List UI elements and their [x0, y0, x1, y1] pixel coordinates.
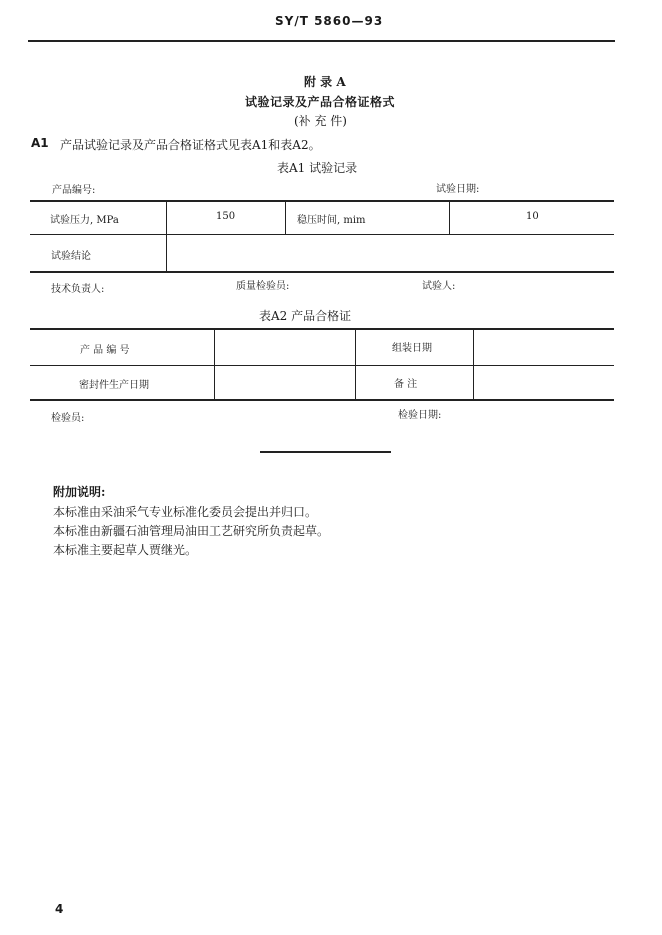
- hold-time-label: 稳压时间, mim: [297, 215, 366, 226]
- table-a2-col-rule: [214, 330, 215, 400]
- pressure-label: 试验压力, MPa: [50, 215, 119, 226]
- conclusion-label: 试验结论: [51, 251, 91, 262]
- table-a1-mid-rule: [30, 234, 614, 235]
- tester-label: 试验人:: [422, 281, 456, 292]
- inspection-date-label: 检验日期:: [398, 410, 442, 421]
- inspector-label: 检验员:: [51, 413, 85, 424]
- appendix-label: 附 录 A: [304, 75, 346, 89]
- table-a2-col-rule: [473, 330, 474, 400]
- qa-inspector-label: 质量检验员:: [236, 281, 290, 292]
- header-rule: [28, 40, 615, 42]
- notes-line: 本标准主要起草人贾继光。: [53, 543, 198, 557]
- page-number: 4: [55, 902, 64, 916]
- table-a2-caption: 表A2 产品合格证: [259, 309, 352, 323]
- table-a2-bottom-rule: [30, 399, 614, 401]
- notes-line: 本标准由采油采气专业标准化委员会提出并归口。: [53, 505, 318, 519]
- section-number: A1: [31, 136, 49, 150]
- standard-code: SY/T 5860—93: [275, 14, 384, 28]
- tech-lead-label: 技术负责人:: [51, 284, 105, 295]
- table-a1-col-rule: [449, 201, 450, 234]
- hold-time-value: 10: [526, 211, 539, 222]
- table-a2-col-rule: [355, 330, 356, 400]
- assembly-date-label: 组装日期: [392, 343, 432, 354]
- table-a1-caption: 表A1 试验记录: [277, 161, 358, 175]
- table-a1-col-rule: [166, 201, 167, 272]
- pressure-value: 150: [216, 211, 236, 222]
- cert-product-no-label: 产 品 编 号: [80, 345, 130, 356]
- notes-line: 本标准由新疆石油管理局油田工艺研究所负责起草。: [53, 524, 330, 538]
- seal-date-label: 密封件生产日期: [79, 380, 149, 391]
- table-a1-top-rule: [30, 200, 614, 202]
- table-a1-col-rule: [285, 201, 286, 234]
- table-a1-bottom-rule: [30, 271, 614, 273]
- notes-heading: 附加说明:: [53, 485, 106, 499]
- end-rule: [260, 451, 391, 453]
- appendix-supplement: (补 充 件): [294, 114, 347, 128]
- table-a2-mid-rule: [30, 365, 614, 366]
- section-text: 产品试验记录及产品合格证格式见表A1和表A2。: [60, 138, 321, 152]
- remarks-label: 备 注: [394, 379, 418, 390]
- appendix-title: 试验记录及产品合格证格式: [245, 95, 396, 109]
- test-date-label: 试验日期:: [436, 184, 480, 195]
- product-no-label: 产品编号:: [52, 185, 96, 196]
- table-a2-top-rule: [30, 328, 614, 330]
